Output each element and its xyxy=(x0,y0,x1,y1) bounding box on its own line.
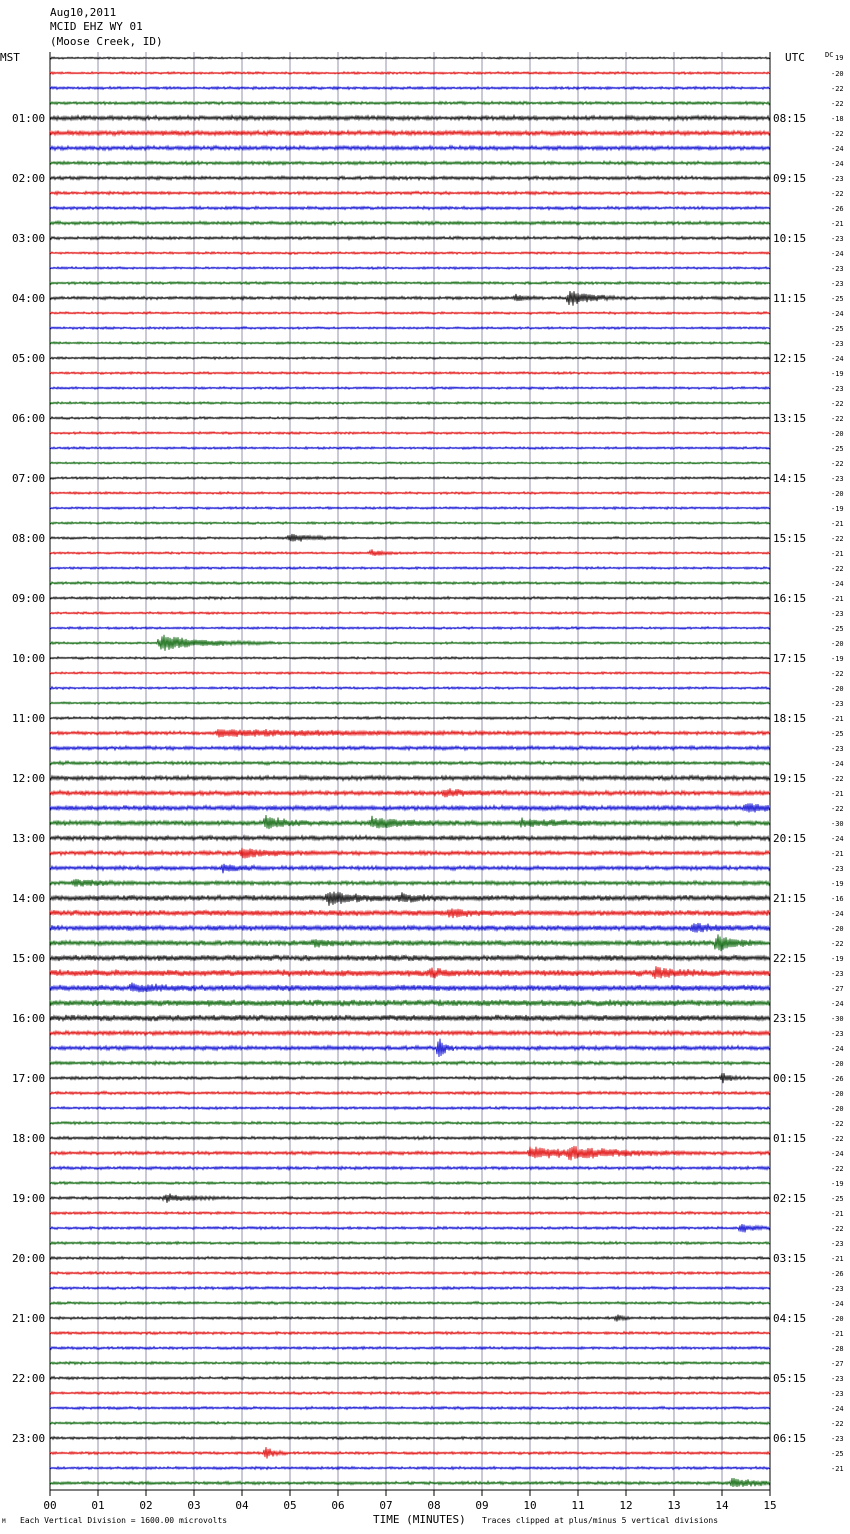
dc-value: -26 xyxy=(831,1270,844,1278)
dc-value: -21 xyxy=(831,1465,844,1473)
trace-line-73 xyxy=(50,1146,770,1161)
dc-value: -19 xyxy=(831,1180,844,1188)
mst-hour-label: 17:00 xyxy=(12,1072,46,1085)
dc-value: -23 xyxy=(831,610,844,618)
trace-line-23 xyxy=(50,402,770,405)
dc-value: -24 xyxy=(831,310,844,318)
x-tick-label: 07 xyxy=(379,1499,393,1512)
dc-value: -24 xyxy=(831,835,844,843)
trace-line-2 xyxy=(50,86,770,89)
dc-value: -24 xyxy=(831,580,844,588)
dc-value: -25 xyxy=(831,1450,844,1458)
dc-value: -22 xyxy=(831,190,844,198)
dc-value: -24 xyxy=(831,1300,844,1308)
dc-value: -20 xyxy=(831,1090,844,1098)
dc-value: -21 xyxy=(831,790,844,798)
trace-line-43 xyxy=(50,702,770,705)
mst-hour-label: 07:00 xyxy=(12,472,46,485)
trace-line-58 xyxy=(50,923,770,933)
trace-line-61 xyxy=(50,966,770,979)
mst-hour-label: 21:00 xyxy=(12,1312,46,1325)
trace-line-49 xyxy=(50,788,770,797)
dc-value: -21 xyxy=(831,1255,844,1263)
dc-value: -26 xyxy=(831,1075,844,1083)
dc-value: -23 xyxy=(831,865,844,873)
x-tick-label: 06 xyxy=(331,1499,345,1512)
dc-value: -25 xyxy=(831,445,844,453)
right-timezone-label: UTC xyxy=(785,51,805,64)
trace-line-90 xyxy=(50,1406,770,1409)
dc-value: -23 xyxy=(831,745,844,753)
dc-value: -19 xyxy=(831,955,844,963)
trace-line-30 xyxy=(50,507,770,510)
utc-hour-label: 21:15 xyxy=(773,892,807,905)
trace-line-88 xyxy=(50,1376,770,1379)
trace-line-11 xyxy=(50,221,770,225)
dc-value: -19 xyxy=(831,505,844,513)
trace-line-10 xyxy=(50,206,770,210)
dc-value: -24 xyxy=(831,145,844,153)
x-tick-label: 12 xyxy=(619,1499,633,1512)
utc-hour-label: 23:15 xyxy=(773,1012,807,1025)
dc-value: -23 xyxy=(831,175,844,183)
trace-line-13 xyxy=(50,252,770,255)
dc-value: -22 xyxy=(831,775,844,783)
trace-line-82 xyxy=(50,1286,770,1289)
trace-line-76 xyxy=(50,1194,770,1203)
dc-value: -24 xyxy=(831,1000,844,1008)
trace-line-66 xyxy=(50,1039,770,1057)
trace-line-44 xyxy=(50,716,770,719)
trace-line-32 xyxy=(50,534,770,542)
trace-line-57 xyxy=(50,908,770,918)
trace-line-45 xyxy=(50,729,770,738)
mst-hour-label: 08:00 xyxy=(12,532,46,545)
mst-hour-label: 20:00 xyxy=(12,1252,46,1265)
trace-line-16 xyxy=(50,291,770,306)
dc-value: -22 xyxy=(831,1225,844,1233)
dc-value: -22 xyxy=(831,1135,844,1143)
trace-line-59 xyxy=(50,934,770,951)
dc-value: -22 xyxy=(831,1120,844,1128)
trace-line-8 xyxy=(50,176,770,180)
dc-value: -20 xyxy=(831,1060,844,1068)
station-id: MCID EHZ WY 01 xyxy=(50,20,143,33)
dc-value: -20 xyxy=(831,430,844,438)
dc-value: -20 xyxy=(831,925,844,933)
x-tick-label: 09 xyxy=(475,1499,489,1512)
left-timezone-label: MST xyxy=(0,51,20,64)
dc-value: -24 xyxy=(831,160,844,168)
trace-line-41 xyxy=(50,672,770,675)
trace-line-22 xyxy=(50,387,770,390)
trace-line-69 xyxy=(50,1091,770,1095)
dc-value: -23 xyxy=(831,1030,844,1038)
trace-line-93 xyxy=(50,1447,770,1459)
utc-hour-label: 09:15 xyxy=(773,172,807,185)
utc-hour-label: 10:15 xyxy=(773,232,807,245)
utc-hour-labels xyxy=(773,112,806,1445)
trace-line-81 xyxy=(50,1271,770,1274)
utc-hour-label: 17:15 xyxy=(773,652,807,665)
trace-line-26 xyxy=(50,447,770,450)
dc-value: -23 xyxy=(831,265,844,273)
trace-line-84 xyxy=(50,1315,770,1322)
trace-line-12 xyxy=(50,236,770,240)
dc-offset-values xyxy=(831,54,844,1473)
trace-line-15 xyxy=(50,282,770,285)
trace-line-39 xyxy=(50,635,770,651)
trace-line-24 xyxy=(50,417,770,420)
dc-value: -23 xyxy=(831,1375,844,1383)
mst-hour-label: 13:00 xyxy=(12,832,46,845)
mst-hour-label: 09:00 xyxy=(12,592,46,605)
trace-line-31 xyxy=(50,522,770,525)
x-tick-label: 08 xyxy=(427,1499,441,1512)
utc-hour-label: 12:15 xyxy=(773,352,807,365)
header xyxy=(50,6,163,48)
trace-line-94 xyxy=(50,1466,770,1469)
utc-hour-label: 00:15 xyxy=(773,1072,807,1085)
x-tick-label: 11 xyxy=(571,1499,585,1512)
dc-value: -24 xyxy=(831,355,844,363)
dc-value: -22 xyxy=(831,805,844,813)
dc-value: -23 xyxy=(831,280,844,288)
dc-value: -21 xyxy=(831,550,844,558)
utc-hour-label: 02:15 xyxy=(773,1192,807,1205)
mst-hour-labels xyxy=(12,112,45,1445)
utc-hour-label: 05:15 xyxy=(773,1372,807,1385)
record-date: Aug10,2011 xyxy=(50,6,117,19)
dc-value: -20 xyxy=(831,1315,844,1323)
dc-value: -23 xyxy=(831,970,844,978)
dc-value: -24 xyxy=(831,1045,844,1053)
dc-value: -30 xyxy=(831,820,844,828)
dc-value: -24 xyxy=(831,1405,844,1413)
trace-line-29 xyxy=(50,492,770,495)
trace-line-42 xyxy=(50,687,770,690)
dc-value: -21 xyxy=(831,850,844,858)
dc-value: -22 xyxy=(831,415,844,423)
trace-line-37 xyxy=(50,612,770,615)
dc-value: -22 xyxy=(831,400,844,408)
trace-line-34 xyxy=(50,567,770,570)
trace-line-62 xyxy=(50,983,770,993)
dc-value: -22 xyxy=(831,130,844,138)
mst-hour-label: 06:00 xyxy=(12,412,46,425)
mst-hour-label: 18:00 xyxy=(12,1132,46,1145)
trace-line-53 xyxy=(50,848,770,859)
dc-value: -22 xyxy=(831,85,844,93)
trace-line-25 xyxy=(50,432,770,435)
utc-hour-label: 06:15 xyxy=(773,1432,807,1445)
trace-line-21 xyxy=(50,372,770,375)
utc-hour-label: 20:15 xyxy=(773,832,807,845)
mst-hour-label: 11:00 xyxy=(12,712,46,725)
trace-line-77 xyxy=(50,1212,770,1215)
trace-line-64 xyxy=(50,1015,770,1022)
dc-value: -22 xyxy=(831,1165,844,1173)
dc-value: -21 xyxy=(831,220,844,228)
x-axis-title: TIME (MINUTES) xyxy=(373,1513,466,1526)
dc-value: -23 xyxy=(831,1390,844,1398)
trace-line-38 xyxy=(50,627,770,630)
trace-line-3 xyxy=(50,101,770,104)
seismic-traces xyxy=(50,57,770,1487)
trace-line-92 xyxy=(50,1436,770,1439)
trace-line-35 xyxy=(50,581,770,584)
utc-hour-label: 08:15 xyxy=(773,112,807,125)
trace-line-9 xyxy=(50,191,770,195)
time-axis xyxy=(43,1490,776,1512)
dc-value: -24 xyxy=(831,250,844,258)
dc-value: -22 xyxy=(831,460,844,468)
dc-value: -27 xyxy=(831,985,844,993)
trace-line-4 xyxy=(50,115,770,120)
trace-line-46 xyxy=(50,746,770,750)
trace-line-7 xyxy=(50,161,770,165)
x-tick-label: 03 xyxy=(187,1499,201,1512)
x-tick-label: 13 xyxy=(667,1499,681,1512)
trace-line-80 xyxy=(50,1256,770,1259)
trace-line-71 xyxy=(50,1121,770,1124)
x-tick-label: 05 xyxy=(283,1499,297,1512)
trace-line-18 xyxy=(50,327,770,330)
dc-value: -23 xyxy=(831,1435,844,1443)
trace-line-50 xyxy=(50,803,770,812)
mst-hour-label: 19:00 xyxy=(12,1192,46,1205)
dc-value: -21 xyxy=(831,595,844,603)
trace-line-52 xyxy=(50,836,770,841)
dc-value: -22 xyxy=(831,1420,844,1428)
dc-value: -30 xyxy=(831,1015,844,1023)
utc-hour-label: 15:15 xyxy=(773,532,807,545)
utc-hour-label: 04:15 xyxy=(773,1312,807,1325)
trace-line-1 xyxy=(50,72,770,75)
dc-value: -23 xyxy=(831,700,844,708)
x-tick-label: 01 xyxy=(91,1499,105,1512)
trace-line-60 xyxy=(50,955,770,961)
trace-line-68 xyxy=(50,1073,770,1083)
dc-value: -21 xyxy=(831,715,844,723)
trace-line-79 xyxy=(50,1242,770,1245)
dc-value: -22 xyxy=(831,535,844,543)
trace-line-67 xyxy=(50,1061,770,1065)
dc-value: -22 xyxy=(831,670,844,678)
station-location: (Moose Creek, ID) xyxy=(50,35,163,48)
trace-line-91 xyxy=(50,1422,770,1425)
trace-line-87 xyxy=(50,1361,770,1364)
mst-hour-label: 03:00 xyxy=(12,232,46,245)
mst-hour-label: 16:00 xyxy=(12,1012,46,1025)
trace-line-85 xyxy=(50,1331,770,1334)
dc-value: -18 xyxy=(831,115,844,123)
clip-note: Traces clipped at plus/minus 5 vertical divisions xyxy=(482,1516,719,1525)
dc-value: -24 xyxy=(831,1150,844,1158)
dc-value: -25 xyxy=(831,295,844,303)
corner-mark: M xyxy=(2,1518,6,1525)
x-tick-label: 15 xyxy=(763,1499,777,1512)
dc-value: -19 xyxy=(831,370,844,378)
dc-label: DC xyxy=(825,51,834,59)
dc-value: -23 xyxy=(831,1285,844,1293)
dc-value: -19 xyxy=(831,655,844,663)
mst-hour-label: 22:00 xyxy=(12,1372,46,1385)
trace-line-56 xyxy=(50,892,770,906)
x-tick-label: 10 xyxy=(523,1499,537,1512)
trace-line-51 xyxy=(50,815,770,829)
dc-value: -25 xyxy=(831,1195,844,1203)
dc-value: -20 xyxy=(831,1105,844,1113)
trace-line-72 xyxy=(50,1136,770,1140)
trace-line-36 xyxy=(50,596,770,599)
dc-value: -21 xyxy=(831,520,844,528)
dc-value: -23 xyxy=(831,1240,844,1248)
mst-hour-label: 12:00 xyxy=(12,772,46,785)
mst-hour-label: 15:00 xyxy=(12,952,46,965)
dc-value: -16 xyxy=(831,895,844,903)
trace-line-75 xyxy=(50,1181,770,1184)
dc-value: -25 xyxy=(831,730,844,738)
dc-value: -28 xyxy=(831,1345,844,1353)
utc-hour-label: 16:15 xyxy=(773,592,807,605)
trace-line-55 xyxy=(50,879,770,887)
trace-line-78 xyxy=(50,1224,770,1232)
dc-value: -20 xyxy=(831,640,844,648)
x-tick-label: 14 xyxy=(715,1499,729,1512)
trace-line-89 xyxy=(50,1391,770,1394)
mst-hour-label: 02:00 xyxy=(12,172,46,185)
dc-value: -23 xyxy=(831,475,844,483)
dc-value: -22 xyxy=(831,940,844,948)
utc-hour-label: 19:15 xyxy=(773,772,807,785)
dc-value: -25 xyxy=(831,325,844,333)
trace-line-14 xyxy=(50,267,770,270)
utc-hour-label: 14:15 xyxy=(773,472,807,485)
trace-line-48 xyxy=(50,775,770,780)
x-tick-label: 04 xyxy=(235,1499,249,1512)
dc-value: -24 xyxy=(831,760,844,768)
trace-line-27 xyxy=(50,462,770,464)
x-tick-label: 02 xyxy=(139,1499,153,1512)
dc-value: -24 xyxy=(831,910,844,918)
dc-value: -26 xyxy=(831,205,844,213)
dc-value: -19 xyxy=(831,880,844,888)
mst-hour-label: 14:00 xyxy=(12,892,46,905)
trace-line-65 xyxy=(50,1031,770,1036)
dc-value: -27 xyxy=(831,1360,844,1368)
dc-value: -25 xyxy=(831,625,844,633)
mst-hour-label: 05:00 xyxy=(12,352,46,365)
trace-line-63 xyxy=(50,1000,770,1007)
dc-value: -23 xyxy=(831,385,844,393)
trace-line-0 xyxy=(50,57,770,59)
mst-hour-label: 01:00 xyxy=(12,112,46,125)
mst-hour-label: 04:00 xyxy=(12,292,46,305)
trace-line-6 xyxy=(50,146,770,151)
dc-value: -21 xyxy=(831,1210,844,1218)
utc-hour-label: 03:15 xyxy=(773,1252,807,1265)
trace-line-83 xyxy=(50,1301,770,1304)
trace-line-40 xyxy=(50,657,770,660)
utc-hour-label: 01:15 xyxy=(773,1132,807,1145)
trace-line-95 xyxy=(50,1478,770,1487)
mst-hour-label: 23:00 xyxy=(12,1432,46,1445)
trace-line-54 xyxy=(50,864,770,874)
dc-value: 19 xyxy=(835,54,844,62)
trace-line-70 xyxy=(50,1107,770,1110)
trace-line-28 xyxy=(50,477,770,480)
dc-value: -22 xyxy=(831,565,844,573)
dc-value: -20 xyxy=(831,490,844,498)
dc-value: -22 xyxy=(831,100,844,108)
dc-value: -21 xyxy=(831,1330,844,1338)
scale-note: Each Vertical Division = 1600.00 microvolts xyxy=(20,1516,228,1525)
trace-line-17 xyxy=(50,312,770,315)
utc-hour-label: 11:15 xyxy=(773,292,807,305)
trace-line-20 xyxy=(50,357,770,360)
dc-value: -23 xyxy=(831,340,844,348)
trace-line-86 xyxy=(50,1347,770,1350)
mst-hour-label: 10:00 xyxy=(12,652,46,665)
dc-value: -23 xyxy=(831,235,844,243)
utc-hour-label: 22:15 xyxy=(773,952,807,965)
utc-hour-label: 18:15 xyxy=(773,712,807,725)
trace-line-74 xyxy=(50,1166,770,1170)
trace-line-5 xyxy=(50,130,770,136)
trace-line-47 xyxy=(50,761,770,765)
dc-value: -20 xyxy=(831,70,844,78)
trace-line-33 xyxy=(50,549,770,556)
trace-line-19 xyxy=(50,342,770,345)
x-tick-label: 00 xyxy=(43,1499,57,1512)
dc-value: -20 xyxy=(831,685,844,693)
utc-hour-label: 13:15 xyxy=(773,412,807,425)
